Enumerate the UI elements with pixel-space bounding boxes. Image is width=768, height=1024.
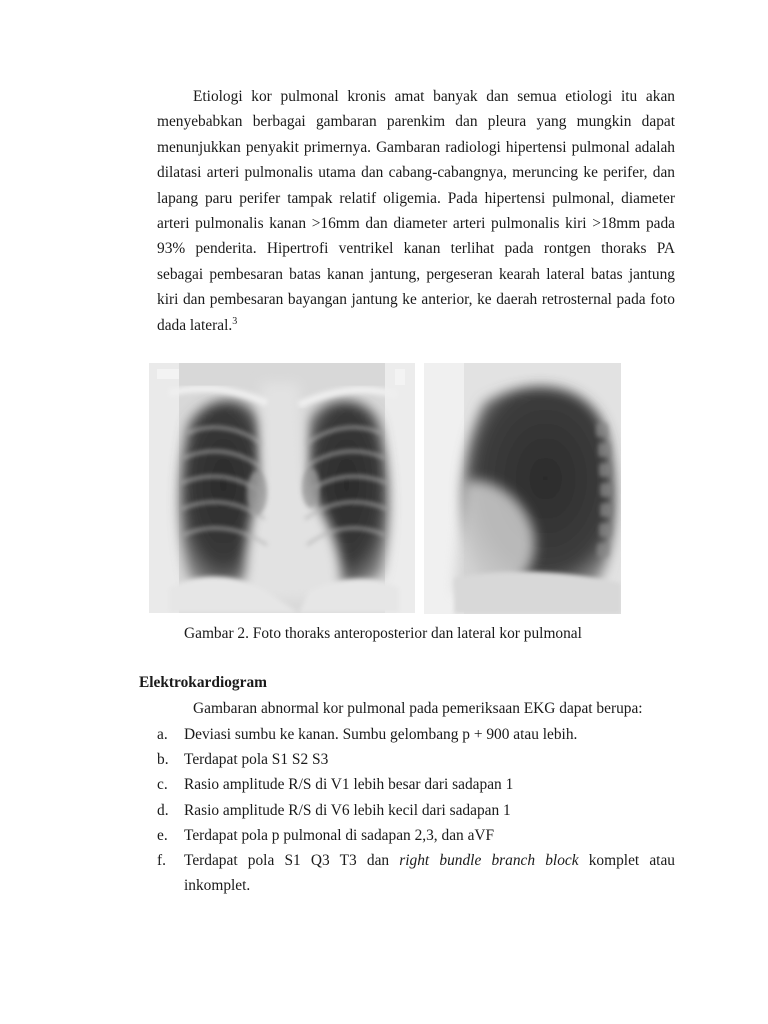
paragraph-line: sebagai pembesaran batas kanan jantung, pergeseran kearah lateral batas jantung: [157, 265, 675, 283]
list-item-text: Deviasi sumbu ke kanan. Sumbu gelombang p + 900 atau lebih.: [184, 726, 578, 743]
paragraph-line: menunjukkan penyakit primernya. Gambaran radiologi hipertensi pulmonal adalah: [157, 138, 675, 156]
list-item: [155, 848, 675, 898]
xray-lateral-image: [424, 363, 621, 614]
reference-superscript: 3: [232, 315, 238, 327]
list-marker: c.: [157, 776, 168, 794]
list-item: [155, 772, 675, 797]
list-item-continuation: inkomplet.: [184, 877, 251, 895]
figure-caption: Gambar 2. Foto thoraks anteroposterior dan lateral kor pulmonal: [184, 625, 582, 642]
list-item-text-italic: right bundle branch block: [399, 852, 579, 870]
list-marker: f.: [157, 852, 166, 870]
paragraph-line: Etiologi kor pulmonal kronis amat banyak dan semua etiologi itu akan: [193, 88, 675, 105]
paragraph-last-text: dada lateral.: [157, 316, 233, 334]
paragraph-line: kiri dan pembesaran bayangan jantung ke anterior, ke daerah retrosternal pada foto: [157, 291, 675, 309]
list-item: [155, 722, 675, 747]
paragraph-line: arteri pulmonalis kanan >16mm dan diameter arteri pulmonalis kiri >18mm pada: [157, 215, 675, 233]
paragraph-line: dilatasi arteri pulmonalis utama dan cabang-cabangnya, meruncing ke perifer, dan: [157, 164, 675, 182]
list-item: [155, 747, 675, 772]
list-item-text: Terdapat pola S1 S2 S3: [184, 751, 329, 769]
ekg-findings-list: [155, 722, 675, 898]
list-item-text: Terdapat pola p pulmonal di sadapan 2,3, dan aVF: [184, 826, 495, 844]
list-item: [155, 798, 675, 823]
list-marker: e.: [157, 826, 168, 844]
paragraph-line: lapang paru perifer tampak relatif oligemia. Pada hipertensi pulmonal, diameter: [157, 189, 675, 207]
paragraph-line: menyebabkan berbagai gambaran parenkim dan pleura yang mungkin dapat: [157, 113, 675, 131]
section-heading: Elektrokardiogram: [139, 674, 267, 691]
body-paragraph: [157, 84, 675, 338]
paragraph-line: 93% penderita. Hipertrofi ventrikel kanan terlihat pada rontgen thoraks PA: [157, 240, 675, 258]
list-item-text: Rasio amplitude R/S di V1 lebih besar dari sadapan 1: [184, 776, 514, 794]
list-item-text: [184, 848, 675, 873]
list-item-text: Rasio amplitude R/S di V6 lebih kecil dari sadapan 1: [184, 801, 511, 819]
list-marker: b.: [157, 751, 169, 769]
list-marker: d.: [157, 801, 169, 819]
xray-frontal-image: [149, 363, 415, 613]
section-intro: Gambaran abnormal kor pulmonal pada pemeriksaan EKG dapat berupa:: [193, 700, 643, 717]
list-item: [155, 823, 675, 848]
list-marker: a.: [157, 726, 168, 743]
list-item-text-before: Terdapat pola S1 Q3 T3 dan: [184, 852, 400, 870]
paragraph-line-last: [157, 313, 675, 338]
list-item-text-after: komplet atau: [578, 852, 675, 870]
